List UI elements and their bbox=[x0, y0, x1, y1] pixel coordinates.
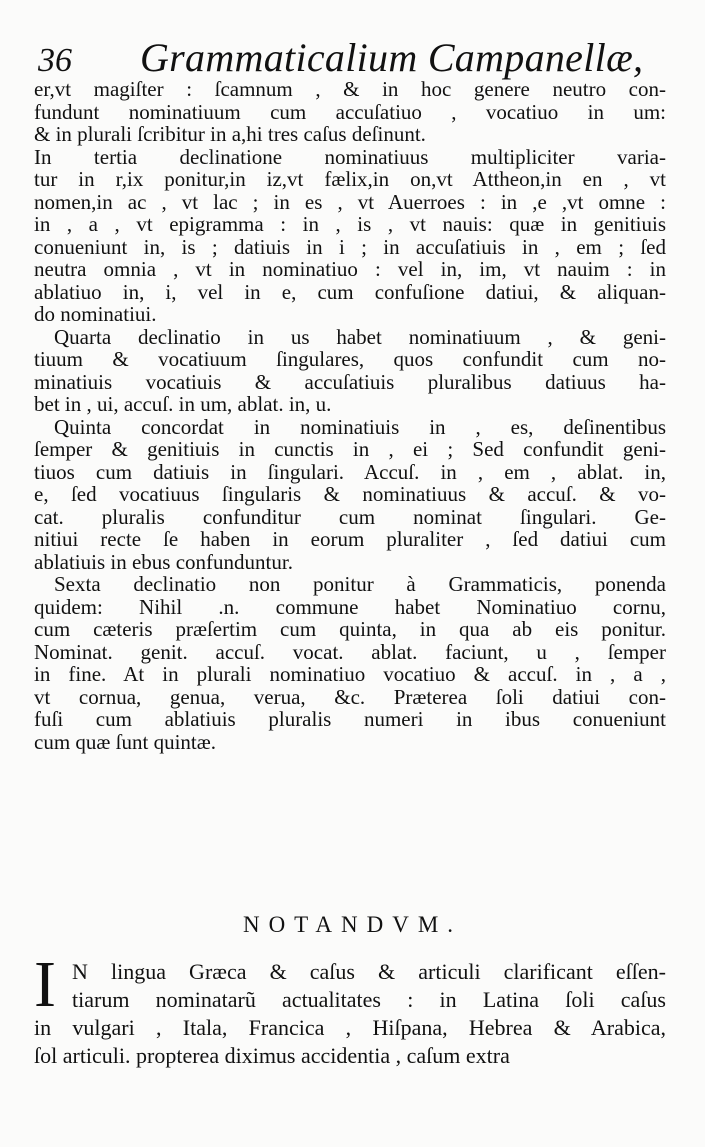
text-line: Quarta declinatio in us habet nominatiuum , & geni- bbox=[54, 324, 666, 349]
text-line: in vulgari , Itala, Francica , Hiſpana, Hebrea & Arabica, bbox=[34, 1015, 666, 1040]
text-line: Nominat. genit. accuſ. vocat. ablat. faciunt, u , ſemper bbox=[34, 639, 666, 664]
section-heading: NOTANDVM. bbox=[242, 912, 463, 937]
text-line: tiuos cum datiuis in ſingulari. Accuſ. in , em , ablat. in, bbox=[34, 459, 666, 484]
text-line: bet in , ui, accuſ. in um, ablat. in, u. bbox=[34, 392, 332, 416]
drop-cap: I bbox=[34, 948, 56, 1021]
text-line: cum quæ ſunt quintæ. bbox=[34, 729, 217, 754]
text-line: & in plurali ſcribitur in a,hi tres caſus deſinunt. bbox=[34, 122, 426, 146]
text-line: cum cæteris præſertim cum quinta, in qua ab eis ponitur. bbox=[34, 617, 666, 641]
text-line: do nominatiui. bbox=[34, 302, 157, 326]
text-line: N lingua Græca & caſus & articuli clarificant eſſen- bbox=[72, 959, 666, 984]
text-line: minatiuis vocatiuis & accuſatiuis pluralibus datiuus ha- bbox=[34, 369, 666, 394]
notandum-paragraph bbox=[34, 948, 666, 1070]
text-line: nomen,in ac , vt lac ; in es , vt Auerroes : in ,e ,vt omne : bbox=[34, 189, 666, 214]
text-line: ablatiuis in ebus confunduntur. bbox=[34, 549, 293, 574]
text-line: tiuum & vocatiuum ſingulares, quos confundit cum no- bbox=[34, 347, 666, 371]
text-line: ſol articuli. propterea diximus accidentia , caſum extra bbox=[34, 1043, 510, 1068]
text-line: quidem: Nihil .n. commune habet Nominatiuo cornu, bbox=[34, 594, 666, 619]
text-line: Quinta concordat in nominatiuis in , es, deſinentibus bbox=[54, 414, 666, 439]
text-line: in fine. At in plurali nominatiuo vocatiuo & accuſ. in , a , bbox=[34, 662, 666, 686]
text-line: vt cornua, genua, verua, &c. Præterea ſoli datiui con- bbox=[34, 684, 666, 709]
text-line: cat. pluralis confunditur cum nominat ſingulari. Ge- bbox=[34, 504, 666, 529]
text-line: ablatiuo in, i, vel in e, cum confuſione datiui, & aliquan- bbox=[34, 279, 666, 304]
text-line: tiarum nominatarũ actualitates : in Latina ſoli caſus bbox=[72, 987, 666, 1012]
text-line: nitiui recte ſe haben in eorum pluraliter , ſed datiui cum bbox=[34, 527, 666, 551]
page-number: 36 bbox=[38, 42, 72, 79]
text-line: er,vt magiſter : ſcamnum , & in hoc genere neutro con- bbox=[34, 77, 666, 101]
text-line: conueniunt in, is ; datiuis in i ; in accuſatiuis in , em ; ſed bbox=[34, 234, 666, 259]
text-line: fundunt nominatiuum cum accuſatiuo , vocatiuo in um: bbox=[34, 99, 666, 124]
text-line: ſemper & genitiuis in cunctis in , ei ; Sed confundit geni- bbox=[34, 437, 666, 461]
dropcap-lines bbox=[34, 948, 666, 1021]
text-line: In tertia declinatione nominatiuus multipliciter varia- bbox=[34, 144, 666, 169]
text-line: fuſi cum ablatiuis pluralis numeri in ibus conueniunt bbox=[34, 707, 666, 731]
body-text bbox=[34, 78, 666, 753]
running-title: Grammaticalium Campanellæ, bbox=[140, 35, 644, 80]
text-line: neutra omnia , vt in nominatiuo : vel in, im, vt nauim : in bbox=[34, 257, 666, 281]
text-line: in , a , vt epigramma : in , is , vt nauis: quæ in genitiuis bbox=[34, 212, 666, 236]
text-line: tur in r,ix ponitur,in iz,vt fælix,in on,vt Attheon,in en , vt bbox=[34, 167, 666, 191]
text-line: e, ſed vocatiuus ſingularis & nominatiuus & accuſ. & vo- bbox=[34, 482, 666, 506]
text-line: Sexta declinatio non ponitur à Grammaticis, ponenda bbox=[54, 572, 666, 596]
